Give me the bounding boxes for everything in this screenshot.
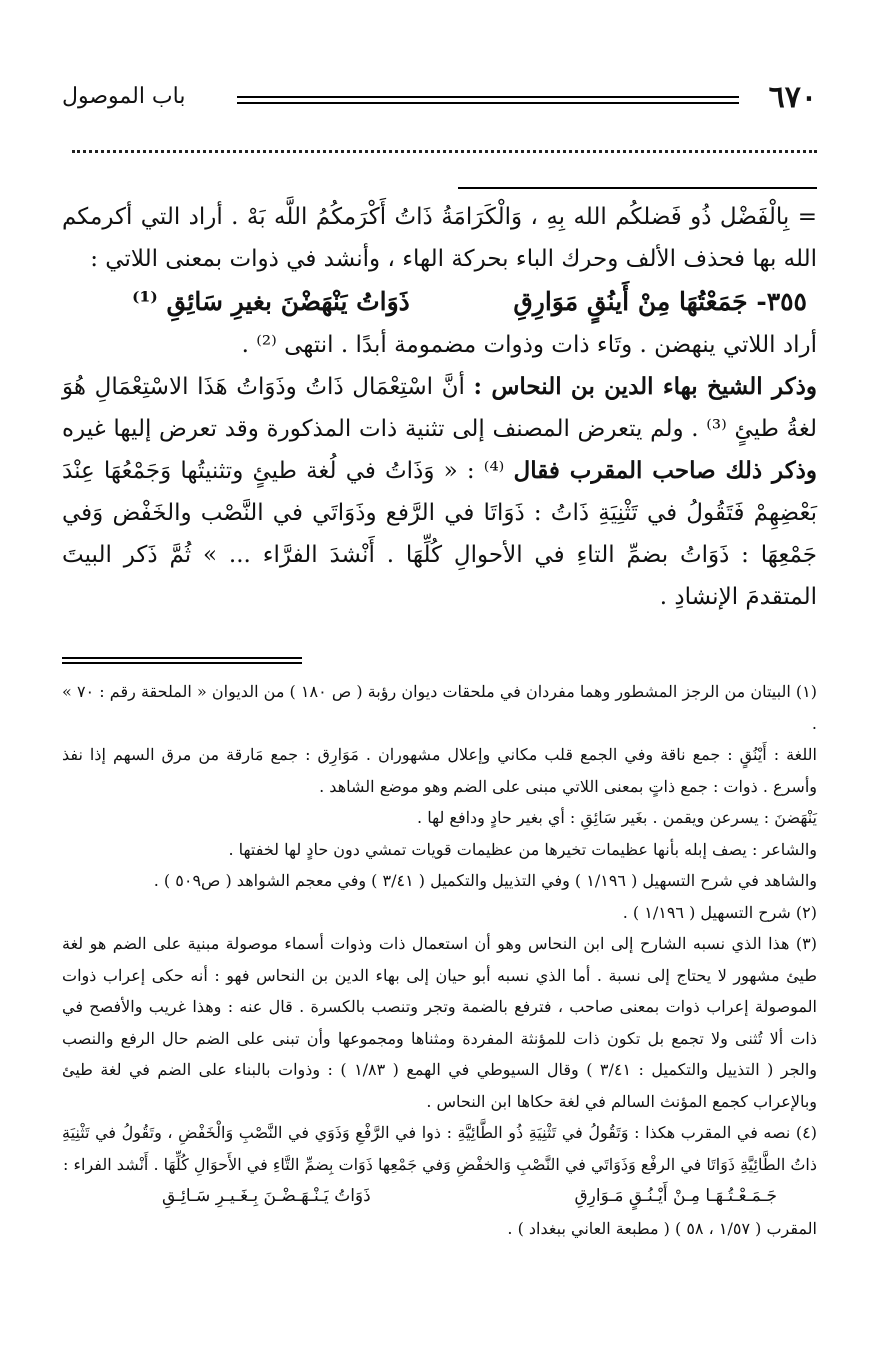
bold-phrase: وذكر ذلك صاحب المقرب فقال	[513, 457, 818, 484]
footnote: المقرب ( ١/٥٧ ، ٥٨ ) ( مطبعة العاني ببغداد ) .	[507, 1219, 817, 1238]
page-header	[62, 80, 817, 120]
footnote: (٤) نصه في المقرب هكذا : وَتَقُولُ في تَثْنِيَةِ ذُو الطَّائِيَّةِ : ذوا في الرَّفْعِ وَذَوَي في النَّصْبِ وَالْخَفْضِ ، وتَقُولُ في تَثْنِيَةِ ذاتُ الطَّائِيَّةِ ذَوَاتَا في الرفْع وَذَوَاتَي في النَّصْبِ وَالخفْضِ وَفي جَمْعِها ذَوَات بِضمِّ التَّاءِ في الأَحوَالِ كُلِّهَا . أَنْشد الفراء :	[62, 1123, 817, 1174]
page-number: ٦٧٠	[768, 80, 817, 115]
continuation-rule	[458, 187, 817, 189]
bold-lead: وذكر الشيخ بهاء الدين بن النحاس :	[473, 373, 817, 400]
verse-second-hemistich: ذَوَاتُ يَنْهَضْنَ بغيرِ سَائِقِ ⁽¹⁾	[132, 287, 410, 316]
dotted-separator	[72, 150, 817, 153]
main-text	[62, 196, 817, 618]
footnote: اللغة : أَيْنُقٍ : جمع ناقة وفي الجمع قلب مكاني وإعلال مشهوران . مَوَارِق : جمع مَارقة من مرق السهم إذا نفذ وأسرع . ذوات : جمع ذاتٍ بمعنى اللاتي مبنى على الضم وهو موضع الشاهد .	[62, 745, 817, 796]
footnotes	[62, 676, 817, 1245]
footnote: يَنْهَضنَ : يسرعن ويقمن . بغَير سَائِقِ : أي بغير حادٍ ودافع لها .	[417, 808, 817, 827]
paragraph	[62, 366, 817, 618]
header-rule	[237, 96, 739, 104]
verse-first-hemistich: ٣٥٥- جَمَعْتُهَا مِنْ أَينُقٍ مَوَارِقِ	[513, 287, 807, 316]
footnote: (٢) شرح التسهيل ( ١/١٩٦ ) .	[622, 902, 817, 922]
footnote: (٣) هذا الذي نسبه الشارح إلى ابن النحاس وهو أن استعمال ذات وذوات أسماء موصولة مبنية على الضم هو لغة طيئ مشهور لا يحتاج إلى نسبة . أما الذي نسبه أبو حيان إلى بهاء الدين بن النحاس فهو : أنه حكى إعراب ذوات الموصولة إعراب ذوات بمعنى صاحب ، فترفع بالضمة وتجر وتنصب بالكسرة . قال عنه : وهذا غريب والأفصح في ذات ألا تُثنى ولا تجمع بل تكون ذات للمؤنثة المفردة ومثناها ومجموعها وأن تبنى على الضم حال الرفع والنصب والجر ( التذييل والتكميل : ٣/٤١ ) وقال السيوطي في الهمع ( ١/٨٣ ) : وذوات بالبناء على الضم في لغة طيئ وبالإعراب كجمع المؤنث السالم في لغة حكاها ابن النحاس .	[62, 934, 818, 1111]
footnote-verse-second: ذَوَاتُ يَـنْـهَـضْـنَ بِـغَـيـرِ سَـائِـقِ	[162, 1186, 371, 1206]
footnote-verse-first: جَـمَـعْـتُـهَـا مِـنْ أَيْـنُـقٍ مَـوَارِقِ	[574, 1186, 777, 1206]
footnote: والشاعر : يصف إبله بأنها عظيمات تخيرها من عظيمات قويات تمشي دون حادٍ لها لخفتها .	[228, 839, 817, 859]
paragraph-text: ⁽⁴⁾ : « وَذَاتُ في لُغة طيئٍ وتثنيتُها وَجَمْعُهَا عِنْدَ بَعْضِهِمْ فَتَقُولُ في تَثْنِيَةِ ذَاتُ : ذَوَاتَا في الرَّفع وذَوَاتَي في النَّصْب والخَفْض وَفي جَمْعِهَا : ذَوَاتُ بضمِّ التاءِ في الأحوالِ كُلِّهَا . أَنْشدَ الفرَّاء ... » ثُمَّ ذَكر البيتَ المتقدمَ الإنشادِ .	[62, 458, 817, 610]
chapter-title: باب الموصول	[62, 84, 186, 109]
paragraph-text: أنَّ اسْتِعْمَال ذَاتُ وذَوَاتُ هَذَا الاسْتِعْمَالِ هُوَ لغةُ طيئٍ ⁽³⁾ . ولم يتعرض المصنف إلى تثنية ذات المذكورة وقد تعرض إليها غيره	[62, 374, 817, 442]
paragraph: = بِالْفَضْل ذُو فَضلكُم الله بِهِ ، وَالْكَرَامَةُ ذَاتُ أَكْرَمكُمُ اللَّه بَهْ . أراد التي أكرمكم الله بها فحذف الألف وحرك الباء بحركة الهاء ، وأنشد في ذوات بمعنى اللاتي :	[62, 204, 817, 272]
paragraph: أراد اللاتي ينهضن . وتَاء ذات وذوات مضمومة أبدًا . انتهى ⁽²⁾ .	[241, 332, 817, 358]
footnote-verse	[62, 1180, 817, 1213]
footnote: (١) البيتان من الرجز المشطور وهما مفردان في ملحقات ديوان رؤبة ( ص ١٨٠ ) من الديوان « الملحقة رقم : ٧٠ » .	[62, 682, 818, 733]
footnote: والشاهد في شرح التسهيل ( ١/١٩٦ ) وفي التذييل والتكميل ( ٣/٤١ ) وفي معجم الشواهد ( ص٥٠٩ ) .	[153, 871, 817, 890]
footnote-rule	[62, 657, 302, 664]
verse	[62, 280, 817, 324]
